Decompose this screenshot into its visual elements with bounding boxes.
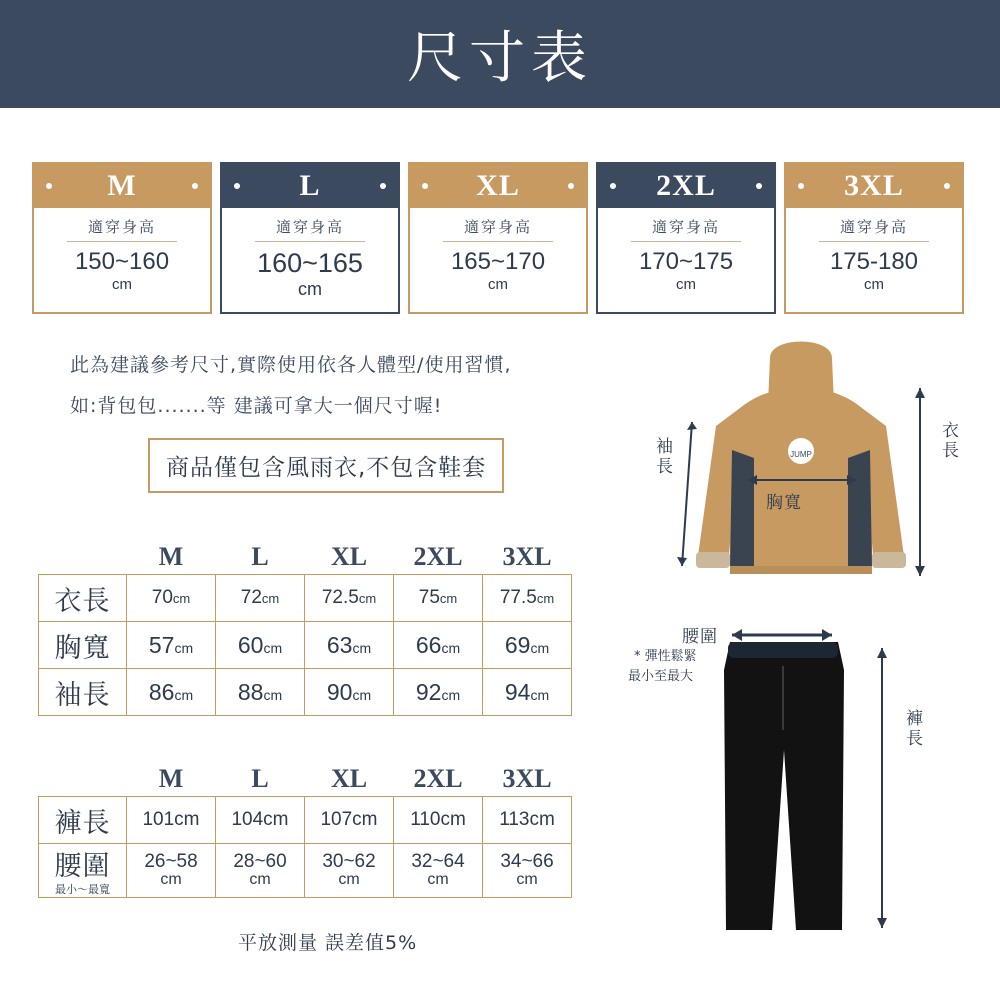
size-card-title: 2XL	[656, 169, 716, 202]
cell-unit: cm	[263, 686, 283, 703]
table-header-l: L	[216, 762, 305, 797]
table-header-2xl: 2XL	[394, 540, 483, 575]
size-card-label: 適穿身高	[443, 216, 553, 242]
size-card-range: 170~175	[638, 248, 734, 275]
arrow-head-icon	[915, 566, 925, 576]
size-card-2xl	[596, 162, 776, 314]
cell-value: 88	[237, 678, 264, 705]
cell-value: 75	[418, 587, 440, 608]
table-header-row	[39, 762, 572, 797]
row-label-garment-length: 衣長	[39, 575, 127, 622]
size-card-title: XL	[476, 169, 520, 202]
table-header-blank	[39, 762, 127, 797]
table-header-3xl: 3XL	[483, 540, 572, 575]
cell-value: 94	[504, 678, 531, 705]
brand-logo-text: JUMP	[790, 450, 812, 459]
cell-unit: cm	[530, 639, 550, 656]
measurement-caption: 平放測量 誤差值5%	[238, 932, 418, 954]
cell-value: 86	[148, 678, 175, 705]
cell-value: 26~58	[144, 851, 198, 873]
table-cell	[127, 622, 216, 669]
table-cell	[483, 669, 572, 716]
table-cell	[394, 622, 483, 669]
cell-value: 90	[326, 678, 353, 705]
row-label-waist	[39, 844, 127, 898]
table-cell	[394, 669, 483, 716]
table-cell	[394, 575, 483, 622]
table-cell: 101cm	[127, 797, 216, 844]
cell-unit: cm	[441, 639, 461, 656]
arrow-head-icon	[732, 629, 742, 641]
note-line-2: 如:背包包.......等 建議可拿大一個尺寸喔!	[70, 395, 443, 417]
size-card-header	[222, 164, 398, 208]
size-card-range: 150~160	[74, 248, 170, 275]
right-side-panel	[848, 450, 872, 570]
bullet-dot-icon	[192, 183, 198, 189]
table-header-row	[39, 540, 572, 575]
cell-unit: cm	[174, 686, 194, 703]
jacket-measurement-table	[38, 540, 572, 716]
arrow-head-icon	[915, 388, 925, 398]
cell-unit: cm	[261, 591, 280, 606]
table-cell	[483, 844, 572, 898]
arrow-head-icon	[687, 422, 697, 430]
table-row	[39, 669, 572, 716]
row-label-pants-length: 褲長	[39, 797, 127, 844]
bullet-dot-icon	[380, 183, 386, 189]
size-card-body	[222, 208, 398, 314]
row-label-sleeve-length: 袖長	[39, 669, 127, 716]
pants-waistband	[728, 642, 838, 658]
size-card-label: 適穿身高	[819, 216, 929, 242]
size-card-body	[598, 208, 774, 314]
size-card-3xl	[784, 162, 964, 314]
size-card-body	[34, 208, 210, 314]
cell-unit: cm	[338, 871, 360, 889]
bullet-dot-icon	[944, 183, 950, 189]
table-header-l: L	[216, 540, 305, 575]
table-cell: 104cm	[216, 797, 305, 844]
size-card-title: 3XL	[844, 169, 904, 202]
note-highlight-box: 商品僅包含風雨衣,不包含鞋套	[148, 438, 504, 493]
size-card-unit: cm	[298, 279, 322, 299]
table-cell	[216, 844, 305, 898]
size-card-body	[786, 208, 962, 314]
row-label-sublabel: 最小～最寬	[55, 883, 110, 896]
table-cell: 107cm	[305, 797, 394, 844]
table-cell	[305, 669, 394, 716]
cell-unit: cm	[441, 686, 461, 703]
cell-unit: cm	[516, 871, 538, 889]
size-card-body	[410, 208, 586, 314]
bullet-dot-icon	[798, 183, 804, 189]
cell-unit: cm	[427, 871, 449, 889]
cell-unit: cm	[249, 871, 271, 889]
size-card-m	[32, 162, 212, 314]
size-card-header	[786, 164, 962, 208]
table-cell	[216, 575, 305, 622]
cell-unit: cm	[263, 639, 283, 656]
waist-note-line-1: * 彈性鬆緊	[634, 649, 697, 664]
cell-unit: cm	[439, 591, 458, 606]
bullet-dot-icon	[234, 183, 240, 189]
table-header-xl: XL	[305, 540, 394, 575]
size-card-xl	[408, 162, 588, 314]
cell-unit: cm	[530, 686, 550, 703]
cell-value: 72.5	[321, 587, 359, 608]
bullet-dot-icon	[610, 183, 616, 189]
cell-value: 30~62	[322, 851, 376, 873]
table-row	[39, 622, 572, 669]
chest-width-label: 胸寬	[766, 493, 802, 513]
notes-block	[70, 350, 590, 493]
size-card-unit: cm	[488, 276, 508, 293]
size-card-label: 適穿身高	[255, 216, 365, 242]
table-cell	[127, 575, 216, 622]
size-card-header	[410, 164, 586, 208]
table-cell	[216, 622, 305, 669]
row-label-chest-width: 胸寬	[39, 622, 127, 669]
pants-measurement-table	[38, 762, 572, 898]
jacket-hem	[730, 566, 872, 574]
cell-unit: cm	[174, 639, 194, 656]
table-cell	[305, 575, 394, 622]
size-card-label: 適穿身高	[631, 216, 741, 242]
table-cell	[305, 844, 394, 898]
size-card-range: 175-180	[829, 248, 919, 275]
cell-value: 34~66	[500, 851, 554, 873]
table-row	[39, 844, 572, 898]
pants-length-label: 褲長	[906, 709, 924, 749]
table-header-m: M	[127, 762, 216, 797]
table-header-2xl: 2XL	[394, 762, 483, 797]
note-line-1: 此為建議參考尺寸,實際使用依各人體型/使用習慣,	[70, 354, 512, 376]
bullet-dot-icon	[46, 183, 52, 189]
cell-value: 32~64	[411, 851, 465, 873]
cell-value: 60	[237, 631, 264, 658]
cell-unit: cm	[536, 591, 555, 606]
cell-value: 57	[148, 631, 175, 658]
cell-value: 92	[415, 678, 442, 705]
table-cell	[305, 622, 394, 669]
bullet-dot-icon	[422, 183, 428, 189]
cell-value: 72	[240, 587, 262, 608]
sleeve-length-label: 袖長	[656, 437, 674, 477]
size-card-title: M	[107, 169, 137, 202]
cell-value: 69	[504, 631, 531, 658]
row-label-text: 腰圍	[54, 851, 111, 882]
page-header	[0, 0, 1000, 108]
table-cell	[216, 669, 305, 716]
cell-value: 63	[326, 631, 353, 658]
left-cuff	[696, 552, 730, 568]
size-card-range: 160~165	[257, 248, 363, 278]
product-diagram	[620, 330, 990, 970]
right-cuff	[872, 552, 906, 568]
arrow-head-icon	[877, 648, 887, 658]
size-card-range: 165~170	[450, 248, 546, 275]
cell-unit: cm	[160, 871, 182, 889]
table-header-blank	[39, 540, 127, 575]
page-title: 尺寸表	[407, 26, 593, 91]
table-row	[39, 797, 572, 844]
size-card-title: L	[299, 169, 321, 202]
waist-note-line-2: 最小至最大	[628, 669, 694, 684]
size-card-unit: cm	[864, 276, 884, 293]
table-header-xl: XL	[305, 762, 394, 797]
cell-unit: cm	[352, 686, 372, 703]
size-card-header	[598, 164, 774, 208]
bullet-dot-icon	[756, 183, 762, 189]
cell-unit: cm	[358, 591, 377, 606]
table-cell	[127, 844, 216, 898]
arrow-head-icon	[822, 629, 832, 641]
cell-value: 77.5	[499, 587, 537, 608]
cell-unit: cm	[352, 639, 372, 656]
left-side-panel	[730, 450, 754, 570]
size-card-l	[220, 162, 400, 314]
table-header-m: M	[127, 540, 216, 575]
arrow-head-icon	[677, 557, 687, 566]
cell-value: 66	[415, 631, 442, 658]
table-cell	[394, 844, 483, 898]
table-header-3xl: 3XL	[483, 762, 572, 797]
arrow-head-icon	[877, 918, 887, 928]
bullet-dot-icon	[568, 183, 574, 189]
table-cell: 110cm	[394, 797, 483, 844]
size-card-unit: cm	[676, 276, 696, 293]
size-card-list	[32, 162, 972, 320]
table-cell	[483, 575, 572, 622]
size-card-label: 適穿身高	[67, 216, 177, 242]
sleeve-length-arrow	[682, 422, 692, 566]
table-row	[39, 575, 572, 622]
cell-unit: cm	[172, 591, 191, 606]
table-cell: 113cm	[483, 797, 572, 844]
size-card-header	[34, 164, 210, 208]
waist-label: 腰圍	[682, 627, 718, 647]
table-cell	[483, 622, 572, 669]
cell-value: 70	[151, 587, 173, 608]
table-cell	[127, 669, 216, 716]
cell-value: 28~60	[233, 851, 287, 873]
size-card-unit: cm	[112, 276, 132, 293]
garment-length-label: 衣長	[942, 421, 960, 461]
